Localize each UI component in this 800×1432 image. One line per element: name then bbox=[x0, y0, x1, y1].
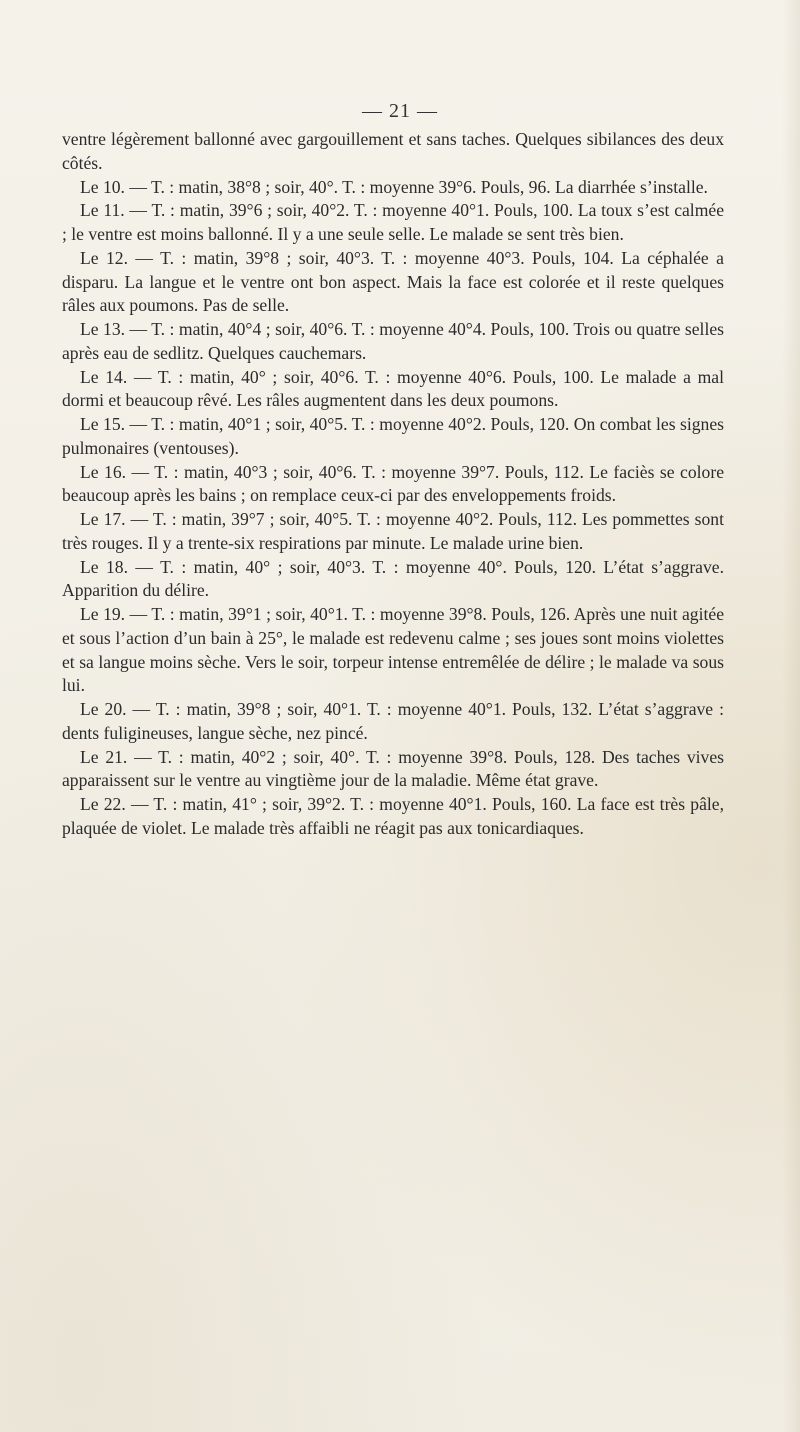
entry-day-10: Le 10. — T. : matin, 38°8 ; soir, 40°. T. : moyenne 39°6. Pouls, 96. La diarrhée s’installe. bbox=[80, 176, 708, 197]
paragraph-continuation: ventre légèrement ballonné avec gargouillement et sans taches. Quelques sibilances des deux côtés. bbox=[62, 129, 724, 173]
entry-day-15: Le 15. — T. : matin, 40°1 ; soir, 40°5. T. : moyenne 40°2. Pouls, 120. On combat les signes pulmonaires (ventouses). bbox=[62, 414, 724, 458]
page-number: — 21 — bbox=[362, 100, 438, 122]
entry-day-18: Le 18. — T. : matin, 40° ; soir, 40°3. T. : moyenne 40°. Pouls, 120. L’état s’aggrave. Apparition du délire. bbox=[62, 556, 724, 601]
entry-day-14: Le 14. — T. : matin, 40° ; soir, 40°6. T. : moyenne 40°6. Pouls, 100. Le malade a mal dormi et beaucoup rêvé. Les râles augmentent dans les deux poumons. bbox=[62, 366, 724, 411]
entry-day-21: Le 21. — T. : matin, 40°2 ; soir, 40°. T. : moyenne 39°8. Pouls, 128. Des taches vives apparaissent sur le ventre au vingtième jour de la maladie. Même état grave. bbox=[62, 746, 724, 791]
entry-day-12: Le 12. — T. : matin, 39°8 ; soir, 40°3. T. : moyenne 40°3. Pouls, 104. La céphalée a disparu. La langue et le ventre ont bon aspect. Mais la face est colorée et il reste quelques râles aux poumons. Pas de selle. bbox=[62, 247, 724, 316]
entry-day-16: Le 16. — T. : matin, 40°3 ; soir, 40°6. T. : moyenne 39°7. Pouls, 112. Le faciès se colore beaucoup après les bains ; on remplace ceux-ci par des enveloppements froids. bbox=[62, 461, 724, 506]
entry-day-13: Le 13. — T. : matin, 40°4 ; soir, 40°6. T. : moyenne 40°4. Pouls, 100. Trois ou quatre selles après eau de sedlitz. Quelques cauchemars. bbox=[62, 319, 724, 363]
page-edge-shading bbox=[782, 0, 800, 1432]
body-text bbox=[62, 128, 724, 841]
entry-day-17: Le 17. — T. : matin, 39°7 ; soir, 40°5. T. : moyenne 40°2. Pouls, 112. Les pommettes sont très rouges. Il y a trente-six respirations par minute. Le malade urine bien. bbox=[62, 509, 724, 553]
entry-day-22: Le 22. — T. : matin, 41° ; soir, 39°2. T. : moyenne 40°1. Pouls, 160. La face est très pâle, plaquée de violet. Le malade très affaibli ne réagit pas aux tonicardiaques. bbox=[62, 794, 724, 838]
entry-day-11: Le 11. — T. : matin, 39°6 ; soir, 40°2. T. : moyenne 40°1. Pouls, 100. La toux s’est calmée ; le ventre est moins ballonné. Il y a une seule selle. Le malade se sent très bien. bbox=[62, 200, 724, 244]
entry-day-19: Le 19. — T. : matin, 39°1 ; soir, 40°1. T. : moyenne 39°8. Pouls, 126. Après une nuit agitée et sous l’action d’un bain à 25°, le malade est redevenu calme ; ses joues sont moins violettes et sa langue moins sèche. Vers le soir, torpeur intense entremêlée de délire ; le malade va sous lui. bbox=[62, 604, 724, 696]
entry-day-20: Le 20. — T. : matin, 39°8 ; soir, 40°1. T. : moyenne 40°1. Pouls, 132. L’état s’aggrave : dents fuligineuses, langue sèche, nez pincé. bbox=[62, 699, 724, 743]
